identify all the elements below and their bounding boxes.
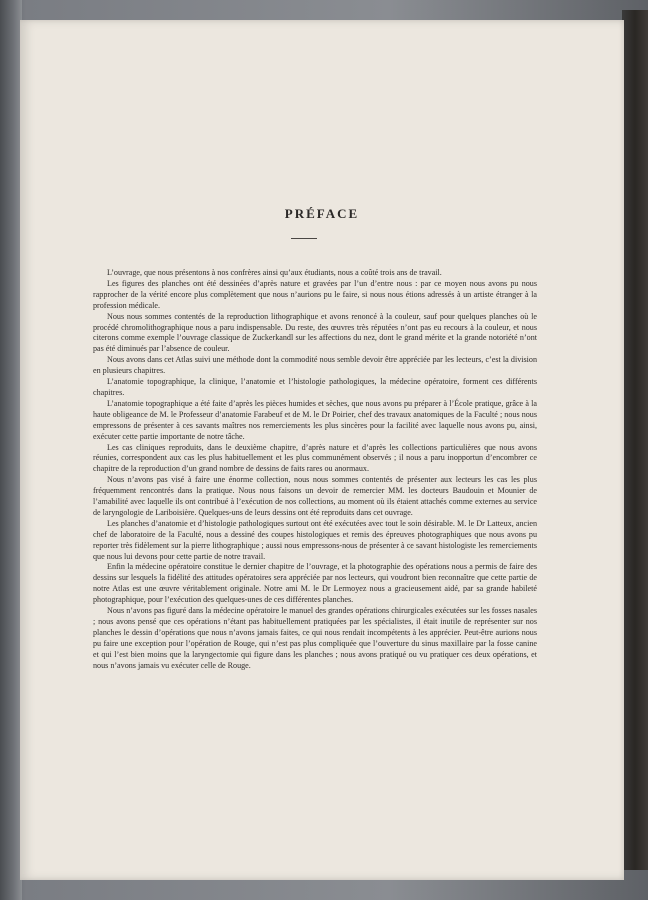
paragraph: Les cas cliniques reproduits, dans le deuxième chapitre, d’après nature et d’après les collections particulières que nous avons réunies, correspondent aux cas les plus habituellement et les plus communément observés ; il nous a paru inopportun d’encombrer ce chapitre de la reproduction d’un grand nombre de dessins de faits rares ou anormaux.: [93, 442, 537, 474]
preface-body: [93, 268, 537, 672]
book-cover-edge: [0, 0, 22, 900]
paragraph: L’ouvrage, que nous présentons à nos confrères ainsi qu’aux étudiants, nous a coûté trois ans de travail.: [107, 268, 442, 277]
page-stack-edge: [622, 10, 648, 870]
paragraph: Les figures des planches ont été dessinées d’après nature et gravées par l’un d’entre nous : par ce moyen nous avons pu nous rapprocher de la vérité encore plus complètement que nous n’aurions pu le faire, si nous nous étions adressés à un artiste étranger à la profession médicale.: [93, 278, 537, 310]
page-title: PRÉFACE: [284, 206, 360, 221]
paragraph: Nous nous sommes contentés de la reproduction lithographique et avons renoncé à la couleur, sauf pour quelques planches où le procédé chromolithographique nous a paru indispensable. Du reste, des œuvres très réputées n’ont pas eu recours à la couleur, et nous citerons comme exemple l’ouvrage classique de Zuckerkandl sur les affections du nez, dont le grand mérite et la grande notoriété n’ont pas été diminués par l’absence de couleur.: [93, 311, 537, 354]
paragraph: L’anatomie topographique, la clinique, l’anatomie et l’histologie pathologiques, la médecine opératoire, forment ces différents chapitres.: [93, 377, 537, 397]
paragraph: Nous avons dans cet Atlas suivi une méthode dont la commodité nous semble devoir être appréciée par les lecteurs, c’est la division en plusieurs chapitres.: [93, 355, 537, 376]
paragraph: Nous n’avons pas figuré dans la médecine opératoire le manuel des grandes opérations chirurgicales exécutées sur les fosses nasales ; nous avons pensé que ces opérations n’étant pas habituellement pratiquées par les spécialistes, il était inutile de représenter sur nos planches le dessin d’opérations que nous n’avons jamais faites, ce qui nous rendait incompétents à les apprécier. Peut-être aurions nous pu faire une exception pour l’opération de Rouge, qui n’est pas plus compliquée que l’ouverture du sinus maxillaire par la fosse canine et qui l’est bien moins que la laryngectomie qui figure dans les planches ; nous avons pratiqué ou vu pratiquer ces deux opérations, et nous n’avons jamais vu exécuter celle de Rouge.: [93, 606, 537, 670]
paragraph: Nous n’avons pas visé à faire une énorme collection, nous nous sommes contentés de présenter aux lecteurs les cas les plus fréquemment rencontrés dans la pratique. Nous nous faisons un devoir de remercier MM. les docteurs Baudouin et Mounier de l’amabilité avec laquelle ils ont contribué à l’exécution de nos collections, au moment où ils étaient attachés comme externes au service de laryngologie de Lariboisière. Quelques-uns de leurs dessins ont été reproduits dans cet ouvrage.: [93, 475, 537, 517]
paragraph: L’anatomie topographique a été faite d’après les pièces humides et sèches, que nous avons pu préparer à l’École pratique, grâce à la haute obligeance de M. le Professeur d’anatomie Farabeuf et de M. le Dr Poirier, chef des travaux anatomiques de la Faculté ; nous nous empressons de présenter à ces savants maîtres nos remerciements les plus sincères pour la facilité avec laquelle nous avons pu, ainsi, exécuter cette partie importante de notre tâche.: [93, 398, 537, 441]
paragraph: Enfin la médecine opératoire constitue le dernier chapitre de l’ouvrage, et la photographie des opérations nous a permis de faire des dessins sur lesquels la fidélité des attitudes opératoires sera appréciée par nos lecteurs, qui voudront bien reconnaître que cette partie de notre Atlas est une œuvre véritablement originale. Notre ami M. le Dr Lermoyez nous a gracieusement aidé, par sa grande habileté photographique, pour l’exécution des quelques-unes de ces différentes planches.: [93, 562, 537, 605]
paragraph: Les planches d’anatomie et d’histologie pathologiques surtout ont été exécutées avec tout le soin désirable. M. le Dr Latteux, ancien chef de laboratoire de la Faculté, nous a dessiné des coupes histologiques et remis des épreuves photographiques que nous avons pu reporter très fidèlement sur la pierre lithographique ; aussi nous empressons-nous de présenter à ce savant histologiste les remerciements que nous lui devons pour cette partie de notre travail.: [93, 518, 537, 561]
title-divider: [291, 238, 317, 239]
book-page: [20, 20, 624, 880]
